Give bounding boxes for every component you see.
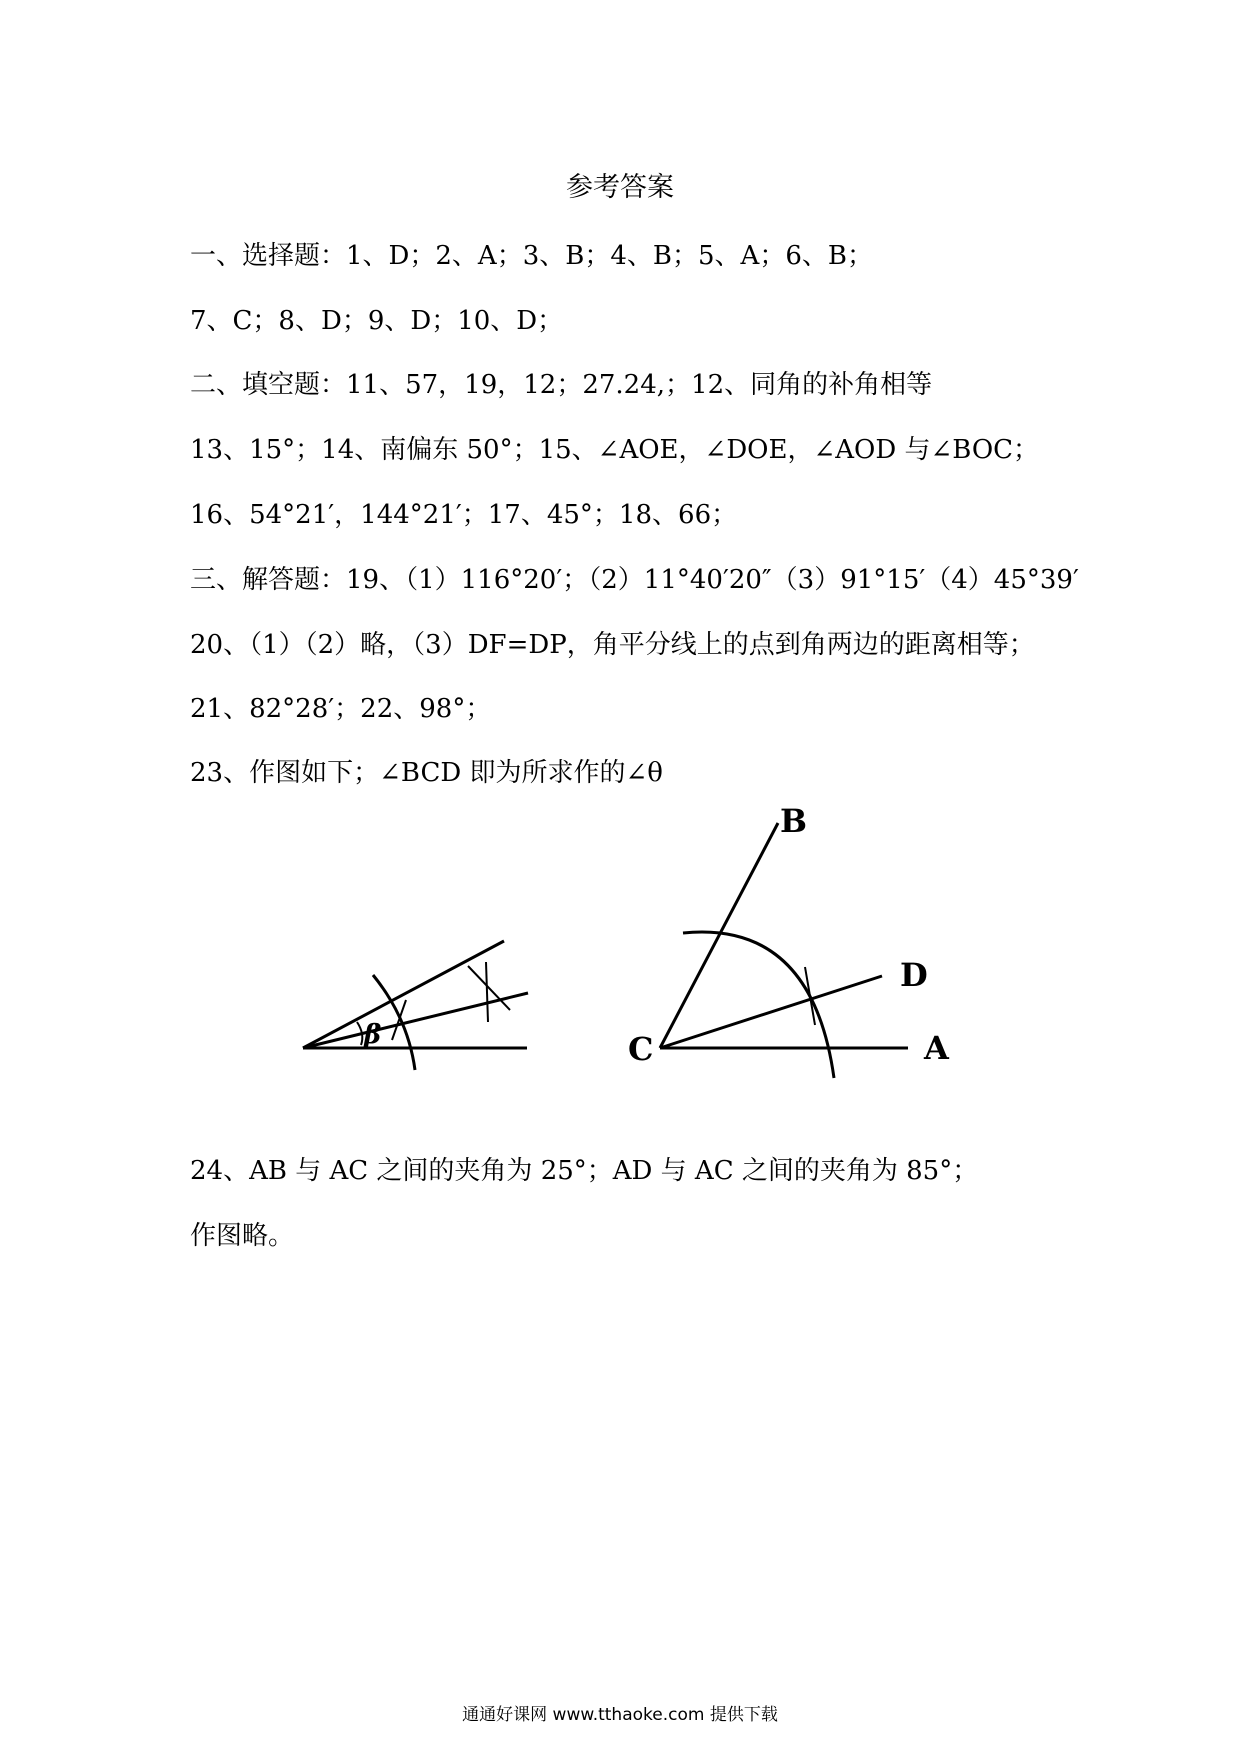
beta-upper-ray [303, 941, 504, 1048]
angle-beta-construction [303, 941, 528, 1070]
footer-source: 通通好课网 www.tthaoke.com 提供下载 [462, 1705, 778, 1725]
bisector-cross-2 [486, 962, 488, 1022]
answer-line-4: 13、15°；14、南偏东 50°；15、∠AOE，∠DOE，∠AOD 与∠BOC； [190, 435, 1040, 465]
beta-bisector [303, 993, 528, 1048]
answer-line-7: 20、（1）（2）略，（3）DF=DP，角平分线上的点到角两边的距离相等； [190, 630, 1035, 660]
point-label-a: A [924, 1029, 949, 1067]
answer-line-9: 23、作图如下；∠BCD 即为所求作的∠θ [190, 758, 663, 788]
answer-line-5: 16、54°21′，144°21′；17、45°；18、66； [190, 500, 738, 530]
arc-intersection-tick [805, 967, 815, 1025]
answer-line-3: 二、填空题：11、57，19，12；27.24,；12、同角的补角相等 [190, 370, 933, 400]
point-label-b: B [780, 802, 808, 840]
answer-line-2: 7、C；8、D；9、D；10、D； [190, 306, 564, 336]
answer-line-10: 24、AB 与 AC 之间的夹角为 25°；AD 与 AC 之间的夹角为 85°； [190, 1156, 979, 1186]
construction-figure [0, 800, 1240, 1100]
point-label-c: C [628, 1030, 654, 1068]
page-title: 参考答案 [566, 172, 674, 203]
angle-bcd-construction [660, 823, 908, 1078]
answer-line-11: 作图略。 [190, 1221, 295, 1251]
beta-label: β [364, 1020, 382, 1050]
answer-line-6: 三、解答题：19、（1）116°20′；（2）11°40′20″（3）91°15′（4）45°39′ [190, 565, 1079, 595]
answer-line-1: 一、选择题：1、D；2、A；3、B；4、B；5、A；6、B； [190, 241, 873, 271]
point-label-d: D [900, 956, 928, 994]
answer-line-8: 21、82°28′；22、98°； [190, 694, 492, 724]
